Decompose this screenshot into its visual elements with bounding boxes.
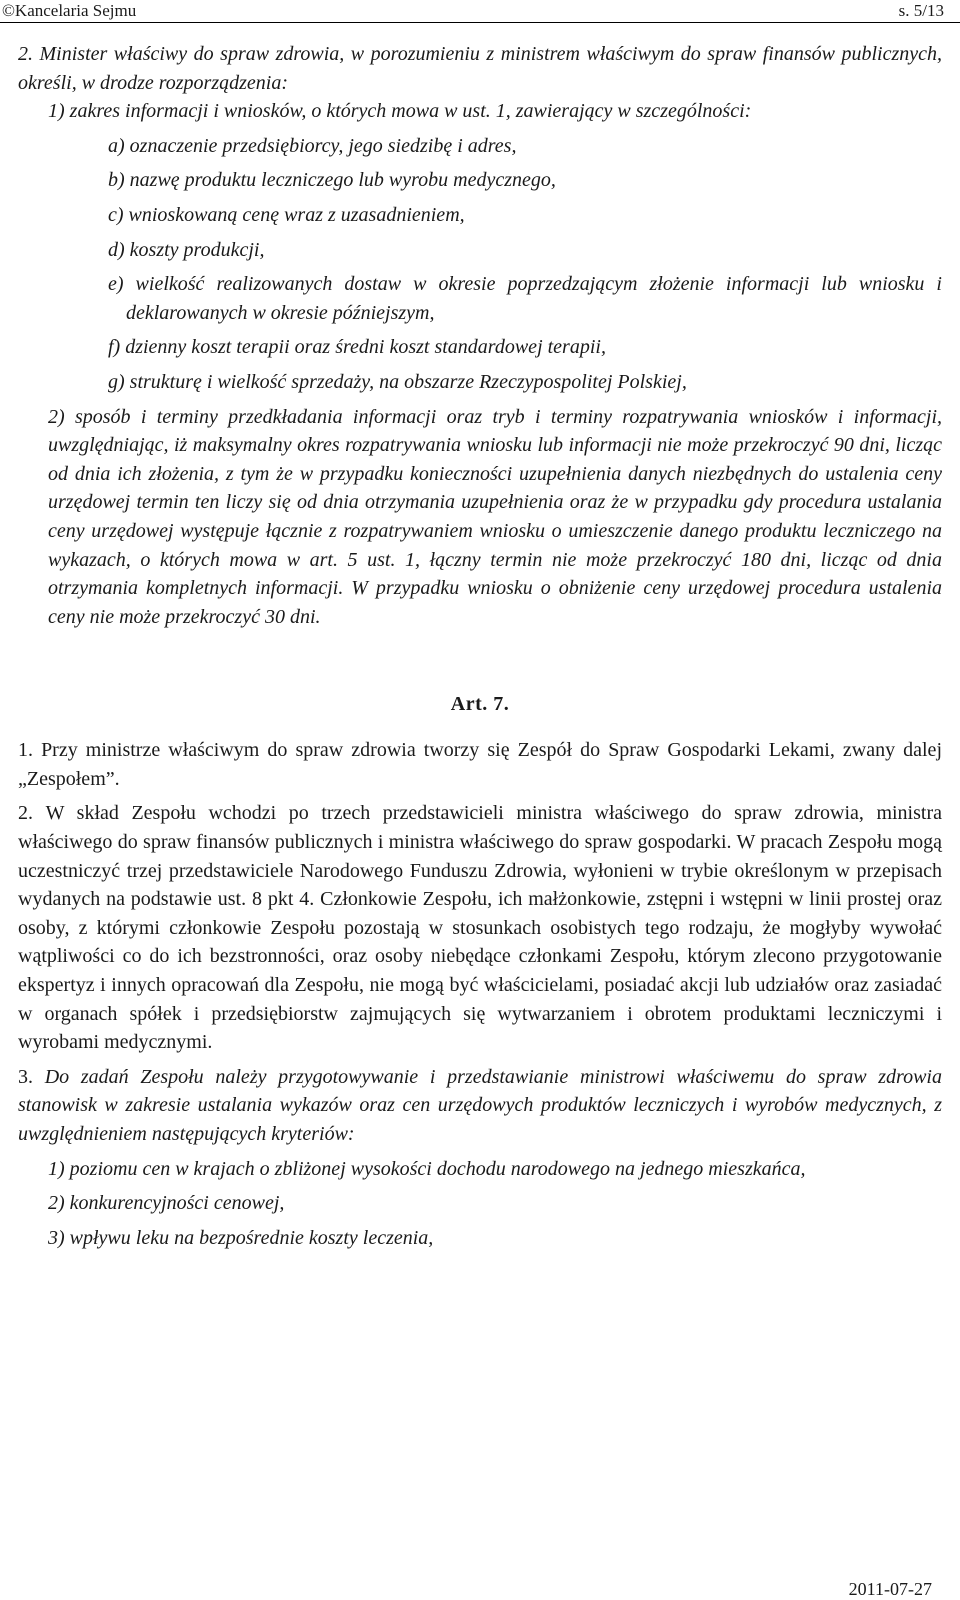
header-source: ©Kancelaria Sejmu — [2, 1, 137, 20]
list-subitem-c: c) wnioskowaną cenę wraz z uzasadnieniem, — [108, 203, 465, 226]
paragraph-number: 1. — [18, 739, 33, 762]
list-item-2: 2) sposób i terminy przedkładania informacji oraz tryb i terminy rozpatrywania wniosków i informacji, uwzględniając, iż maksymalny okres rozpatrywania wniosku lub informacji nie może przekroczyć 90 dni, licząc od dnia ich złożenia, z tym że w przypadku konieczności uzupełnienia danych niezbędnych do ustalenia ceny urzędowej termin ten liczy się od dnia otrzymania uzupełnienia oraz że w przypadku gdy procedura ustalania ceny urzędowej występuje łącznie z rozpatrywaniem wniosku o umieszczenie danego produktu leczniczego na wykazach, o których mowa w art. 5 ust. 1, łączny termin nie może przekroczyć 180 dni, licząc od dnia otrzymania kompletnych informacji. W przypadku wniosku o obniżenie ceny urzędowej procedura ustalenia ceny nie może przekroczyć 30 dni. — [48, 405, 942, 628]
page-header — [0, 0, 960, 23]
footer-date: 2011-07-27 — [848, 1579, 932, 1599]
list-subitem-f: f) dzienny koszt terapii oraz średni koszt standardowej terapii, — [108, 336, 606, 359]
article-paragraph-1 — [18, 736, 942, 793]
paragraph-number: 3. — [18, 1065, 33, 1088]
criterion-2: 2) konkurencyjności cenowej, — [48, 1192, 285, 1215]
list-subitem-e: e) wielkość realizowanych dostaw w okresie poprzedzającym złożenie informacji lub wniosku i deklarowanych w okresie późniejszym, — [108, 273, 942, 324]
list-subitem-d: d) koszty produkcji, — [108, 238, 265, 261]
list-subitem-a: a) oznaczenie przedsiębiorcy, jego siedzibę i adres, — [108, 134, 517, 157]
article-title: Art. 7. — [450, 693, 510, 716]
list-subitem-b: b) nazwę produktu leczniczego lub wyrobu medycznego, — [108, 169, 556, 192]
criterion-3: 3) wpływu leku na bezpośrednie koszty leczenia, — [48, 1226, 434, 1249]
list-item-1: 1) zakres informacji i wniosków, o których mowa w ust. 1, zawierający w szczególności: — [48, 100, 752, 123]
paragraph-text: W skład Zespołu wchodzi po trzech przedstawicieli ministra właściwego do spraw zdrowia, ministra właściwego do spraw finansów publicznych i ministra właściwego do spraw gospodarki. W pracach Zespołu mogą uczestniczyć trzej przedstawiciele Narodowego Funduszu Zdrowia, wyłonieni w trybie określonym w przepisach wydanych na podstawie ust. 8 pkt 4. Członkowie Zespołu, ich małżonkowie, zstępni i wstępni w linii prostej oraz osoby, z którymi członkowie Zespołu pozostają w stosunkach osobistych tego rodzaju, że mogłyby wywołać wątpliwości co do ich bezstronności, oraz osoby niebędące członkami Zespołu, którym zlecono przygotowanie ekspertyz i innych opracowań dla Zespołu, nie mogą być właścicielami, posiadać akcji lub udziałów oraz zasiadać w organach spółek i przedsiębiorstw zajmujących się wytwarzaniem i obrotem produktami leczniczymi i wyrobami medycznymi. — [18, 802, 942, 1054]
paragraph-number: 2. — [18, 802, 33, 825]
paragraph-2: 2. Minister właściwy do spraw zdrowia, w porozumieniu z ministrem właściwym do spraw finansów publicznych, określi, w drodze rozporządzenia: — [18, 43, 942, 94]
article-paragraph-3 — [18, 1063, 942, 1149]
paragraph-text: Przy ministrze właściwym do spraw zdrowia tworzy się Zespół do Spraw Gospodarki Lekami, zwany dalej „Zespołem”. — [18, 739, 942, 790]
article-paragraph-2 — [18, 799, 942, 1056]
paragraph-text: Do zadań Zespołu należy przygotowywanie i przedstawianie ministrowi właściwemu do spraw zdrowia stanowisk w zakresie ustalania wykazów oraz cen urzędowych produktów leczniczych i wyrobów medycznych, z uwzględnieniem następujących kryteriów: — [18, 1065, 942, 1145]
document-body — [18, 40, 942, 1252]
criterion-1: 1) poziomu cen w krajach o zbliżonej wysokości dochodu narodowego na jednego mieszkańca, — [48, 1157, 806, 1180]
list-subitem-g: g) strukturę i wielkość sprzedaży, na obszarze Rzeczypospolitej Polskiej, — [108, 370, 687, 393]
header-page-number: s. 5/13 — [898, 1, 944, 20]
